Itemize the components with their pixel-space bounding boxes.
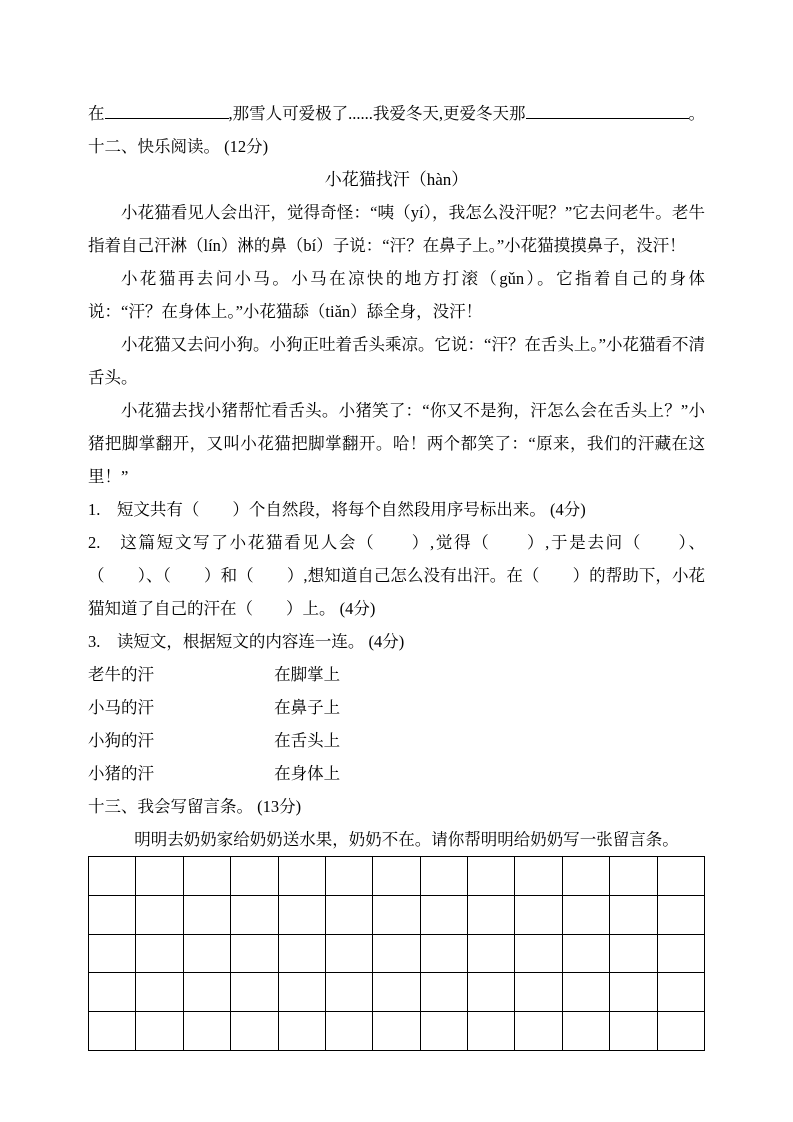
fill-blank-1 xyxy=(105,102,229,120)
grid-cell xyxy=(515,935,562,974)
section-13-instruction: 明明去奶奶家给奶奶送水果，奶奶不在。请你帮明明给奶奶写一张留言条。 xyxy=(134,830,679,849)
grid-cell xyxy=(421,896,468,935)
grid-cell xyxy=(515,1012,562,1051)
grid-cell xyxy=(184,935,231,974)
grid-cell xyxy=(89,973,136,1012)
grid-cell xyxy=(231,973,278,1012)
grid-cell xyxy=(658,973,705,1012)
match-row xyxy=(88,658,705,691)
grid-cell xyxy=(468,973,515,1012)
grid-cell xyxy=(515,896,562,935)
grid-cell xyxy=(373,1012,420,1051)
match-right-item: 在身体上 xyxy=(274,764,341,783)
grid-cell xyxy=(373,973,420,1012)
grid-cell xyxy=(279,973,326,1012)
match-right-item: 在舌头上 xyxy=(274,731,341,750)
grid-cell xyxy=(231,1012,278,1051)
grid-cell xyxy=(373,935,420,974)
grid-cell xyxy=(279,1012,326,1051)
match-row xyxy=(88,691,705,724)
grid-cell xyxy=(231,857,278,896)
question-1: 1. 短文共有（ ）个自然段，将每个自然段用序号标出来。 (4分) xyxy=(88,500,586,519)
grid-cell xyxy=(136,935,183,974)
grid-cell xyxy=(89,896,136,935)
fill-blank-2 xyxy=(526,102,689,120)
grid-cell xyxy=(184,1012,231,1051)
grid-cell xyxy=(468,857,515,896)
grid-cell xyxy=(658,896,705,935)
fill-line-prefix: 在 xyxy=(88,104,105,123)
match-left-item: 老牛的汗 xyxy=(88,665,154,684)
grid-cell xyxy=(184,896,231,935)
passage-paragraph: 小花猫再去问小马。小马在凉快的地方打滚（gǔn）。它指着自己的身体说：“汗？在身体上。”小花猫舔（tiǎn）舔全身，没汗！ xyxy=(88,269,705,321)
grid-cell xyxy=(326,1012,373,1051)
grid-cell xyxy=(610,1012,657,1051)
grid-cell xyxy=(658,935,705,974)
grid-cell xyxy=(326,896,373,935)
passage-paragraph: 小花猫又去问小狗。小狗正吐着舌头乘凉。它说：“汗？在舌头上。”小花猫看不清舌头。 xyxy=(88,335,705,387)
section-12-heading: 十二、快乐阅读。 (12分) xyxy=(88,137,269,156)
passage-paragraph: 小花猫去找小猪帮忙看舌头。小猪笑了：“你又不是狗，汗怎么会在舌头上？”小猪把脚掌翻开，又叫小花猫把脚掌翻开。哈！两个都笑了：“原来，我们的汗藏在这里！” xyxy=(88,401,705,486)
grid-cell xyxy=(421,935,468,974)
fill-line-mid: ,那雪人可爱极了......我爱冬天,更爱冬天那 xyxy=(228,104,526,123)
grid-cell xyxy=(326,973,373,1012)
match-row xyxy=(88,757,705,790)
grid-cell xyxy=(610,896,657,935)
grid-cell xyxy=(563,1012,610,1051)
grid-cell xyxy=(136,857,183,896)
match-left-item: 小猪的汗 xyxy=(88,764,154,783)
grid-cell xyxy=(421,1012,468,1051)
grid-cell xyxy=(658,1012,705,1051)
grid-cell xyxy=(279,896,326,935)
question-2: 2. 这篇短文写了小花猫看见人会（ ）,觉得（ ）,于是去问（ ）、（ ）、（ ）和（ ）,想知道自己怎么没有出汗。在（ ）的帮助下，小花猫知道了自己的汗在（ ）上。 (4分) xyxy=(88,533,705,618)
writing-grid xyxy=(88,856,705,1051)
grid-cell xyxy=(421,973,468,1012)
grid-cell xyxy=(563,973,610,1012)
grid-cell xyxy=(515,973,562,1012)
fill-in-line xyxy=(88,97,705,130)
grid-cell xyxy=(279,857,326,896)
grid-cell xyxy=(89,935,136,974)
grid-cell xyxy=(136,973,183,1012)
question-3: 3. 读短文，根据短文的内容连一连。 (4分) xyxy=(88,632,405,651)
grid-cell xyxy=(563,935,610,974)
grid-cell xyxy=(563,857,610,896)
grid-cell xyxy=(184,973,231,1012)
grid-cell xyxy=(373,896,420,935)
grid-cell xyxy=(373,857,420,896)
grid-cell xyxy=(326,935,373,974)
grid-cell xyxy=(610,857,657,896)
match-right-item: 在脚掌上 xyxy=(274,665,341,684)
grid-cell xyxy=(468,935,515,974)
fill-line-suffix: 。 xyxy=(688,104,705,123)
match-left-item: 小狗的汗 xyxy=(88,731,154,750)
grid-cell xyxy=(231,896,278,935)
grid-cell xyxy=(136,896,183,935)
grid-cell xyxy=(468,896,515,935)
passage-paragraph: 小花猫看见人会出汗，觉得奇怪：“咦（yí），我怎么没汗呢？”它去问老牛。老牛指着自己汗淋（lín）淋的鼻（bí）子说：“汗？在鼻子上。”小花猫摸摸鼻子，没汗！ xyxy=(88,203,705,255)
match-row xyxy=(88,724,705,757)
match-left-item: 小马的汗 xyxy=(88,698,154,717)
grid-cell xyxy=(89,857,136,896)
section-13-heading: 十三、我会写留言条。 (13分) xyxy=(88,797,302,816)
grid-cell xyxy=(468,1012,515,1051)
grid-cell xyxy=(515,857,562,896)
grid-cell xyxy=(184,857,231,896)
passage-title: 小花猫找汗（hàn） xyxy=(324,170,469,189)
grid-cell xyxy=(89,1012,136,1051)
grid-cell xyxy=(610,973,657,1012)
grid-cell xyxy=(136,1012,183,1051)
match-right-item: 在鼻子上 xyxy=(274,698,341,717)
matching-exercise xyxy=(88,658,705,790)
grid-cell xyxy=(610,935,657,974)
grid-cell xyxy=(279,935,326,974)
grid-cell xyxy=(231,935,278,974)
grid-cell xyxy=(326,857,373,896)
grid-cell xyxy=(563,896,610,935)
grid-cell xyxy=(658,857,705,896)
grid-cell xyxy=(421,857,468,896)
